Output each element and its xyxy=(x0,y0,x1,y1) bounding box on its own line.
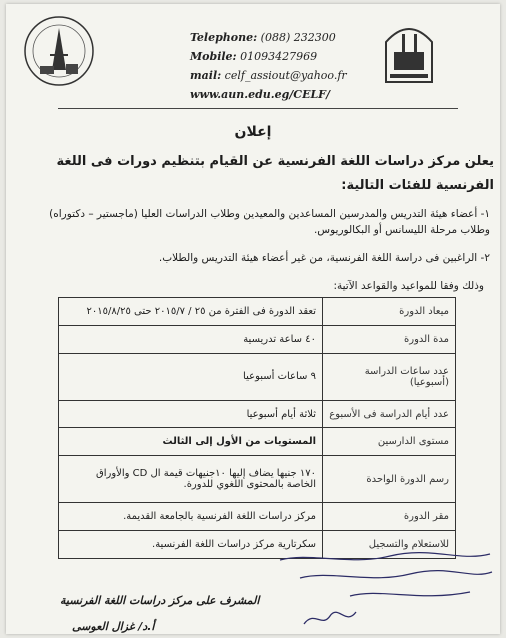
contact-mobile: Mobile: 01093427969 xyxy=(190,50,318,63)
supervisor-name: أ.د/ غزال العوسى xyxy=(72,620,155,633)
row-value: ٩ ساعات أسبوعيا xyxy=(59,353,323,400)
table-row xyxy=(59,503,456,531)
row-value: سكرتارية مركز دراسات اللغة الفرنسية. xyxy=(59,531,323,559)
row-value: المستويات من الأول إلى الثالث xyxy=(59,428,323,456)
contact-mail: mail: celf_assiout@yahoo.fr xyxy=(190,69,347,82)
course-details-table xyxy=(58,297,456,559)
table-row xyxy=(59,456,456,503)
table-row xyxy=(59,400,456,428)
handwritten-annotation xyxy=(270,548,500,608)
table-row xyxy=(59,325,456,353)
assiut-university-logo xyxy=(380,22,438,86)
announcement-intro: يعلن مركز دراسات اللغة الفرنسية عن القيام بتنظيم دورات فى اللغة الفرنسية للفئات التالية: xyxy=(56,154,494,193)
table-row xyxy=(59,353,456,400)
announcement-title: إعلان xyxy=(234,124,272,140)
eligible-group-1: ١- أعضاء هيئة التدريس والمدرسين المساعدين والمعيدين وطلاب الدراسات العليا (ماجستير – دكتوراه) وطلاب مرحلة الليسانس أو البكالوريوس. xyxy=(49,208,490,236)
eligible-group-2: ٢- الراغبين فى دراسة اللغة الفرنسية، من غير أعضاء هيئة التدريس والطلاب. xyxy=(158,252,490,264)
row-label: للاستعلام والتسجيل xyxy=(323,531,456,559)
row-value: تعقد الدورة فى الفترة من ٢٥ / ٢٠١٥/٧ حتى ٢٠١٥/٨/٢٥ xyxy=(59,298,323,326)
handwritten-signature xyxy=(300,606,360,632)
contact-website: www.aun.edu.eg/CELF/ xyxy=(190,88,331,101)
row-value: ١٧٠ جنيها يضاف إليها ١٠جنيهات قيمة ال CD والأوراق الخاصة بالمحتوى اللغوي للدورة. xyxy=(59,456,323,503)
row-label: رسم الدورة الواحدة xyxy=(323,456,456,503)
row-label: مقر الدورة xyxy=(323,503,456,531)
table-row xyxy=(59,428,456,456)
row-label: عدد أيام الدراسة فى الأسبوع xyxy=(323,400,456,428)
row-value: ٤٠ ساعة تدريسية xyxy=(59,325,323,353)
header-divider xyxy=(58,108,458,109)
supervisor-title: المشرف على مركز دراسات اللغة الفرنسية xyxy=(60,594,260,607)
row-value: ثلاثة أيام أسبوعيا xyxy=(59,400,323,428)
rules-intro: وذلك وفقا للمواعيد والقواعد الآتية: xyxy=(333,280,484,292)
row-label: عدد ساعات الدراسة (أسبوعيا) xyxy=(323,353,456,400)
contact-block xyxy=(190,28,380,104)
row-value: مركز دراسات اللغة الفرنسية بالجامعة القديمة. xyxy=(59,503,323,531)
table-row xyxy=(59,298,456,326)
row-label: مدة الدورة xyxy=(323,325,456,353)
row-label: مستوى الدارسين xyxy=(323,428,456,456)
contact-telephone: Telephone: (088) 232300 xyxy=(190,31,336,44)
french-language-center-logo xyxy=(16,14,102,88)
row-label: ميعاد الدورة xyxy=(323,298,456,326)
